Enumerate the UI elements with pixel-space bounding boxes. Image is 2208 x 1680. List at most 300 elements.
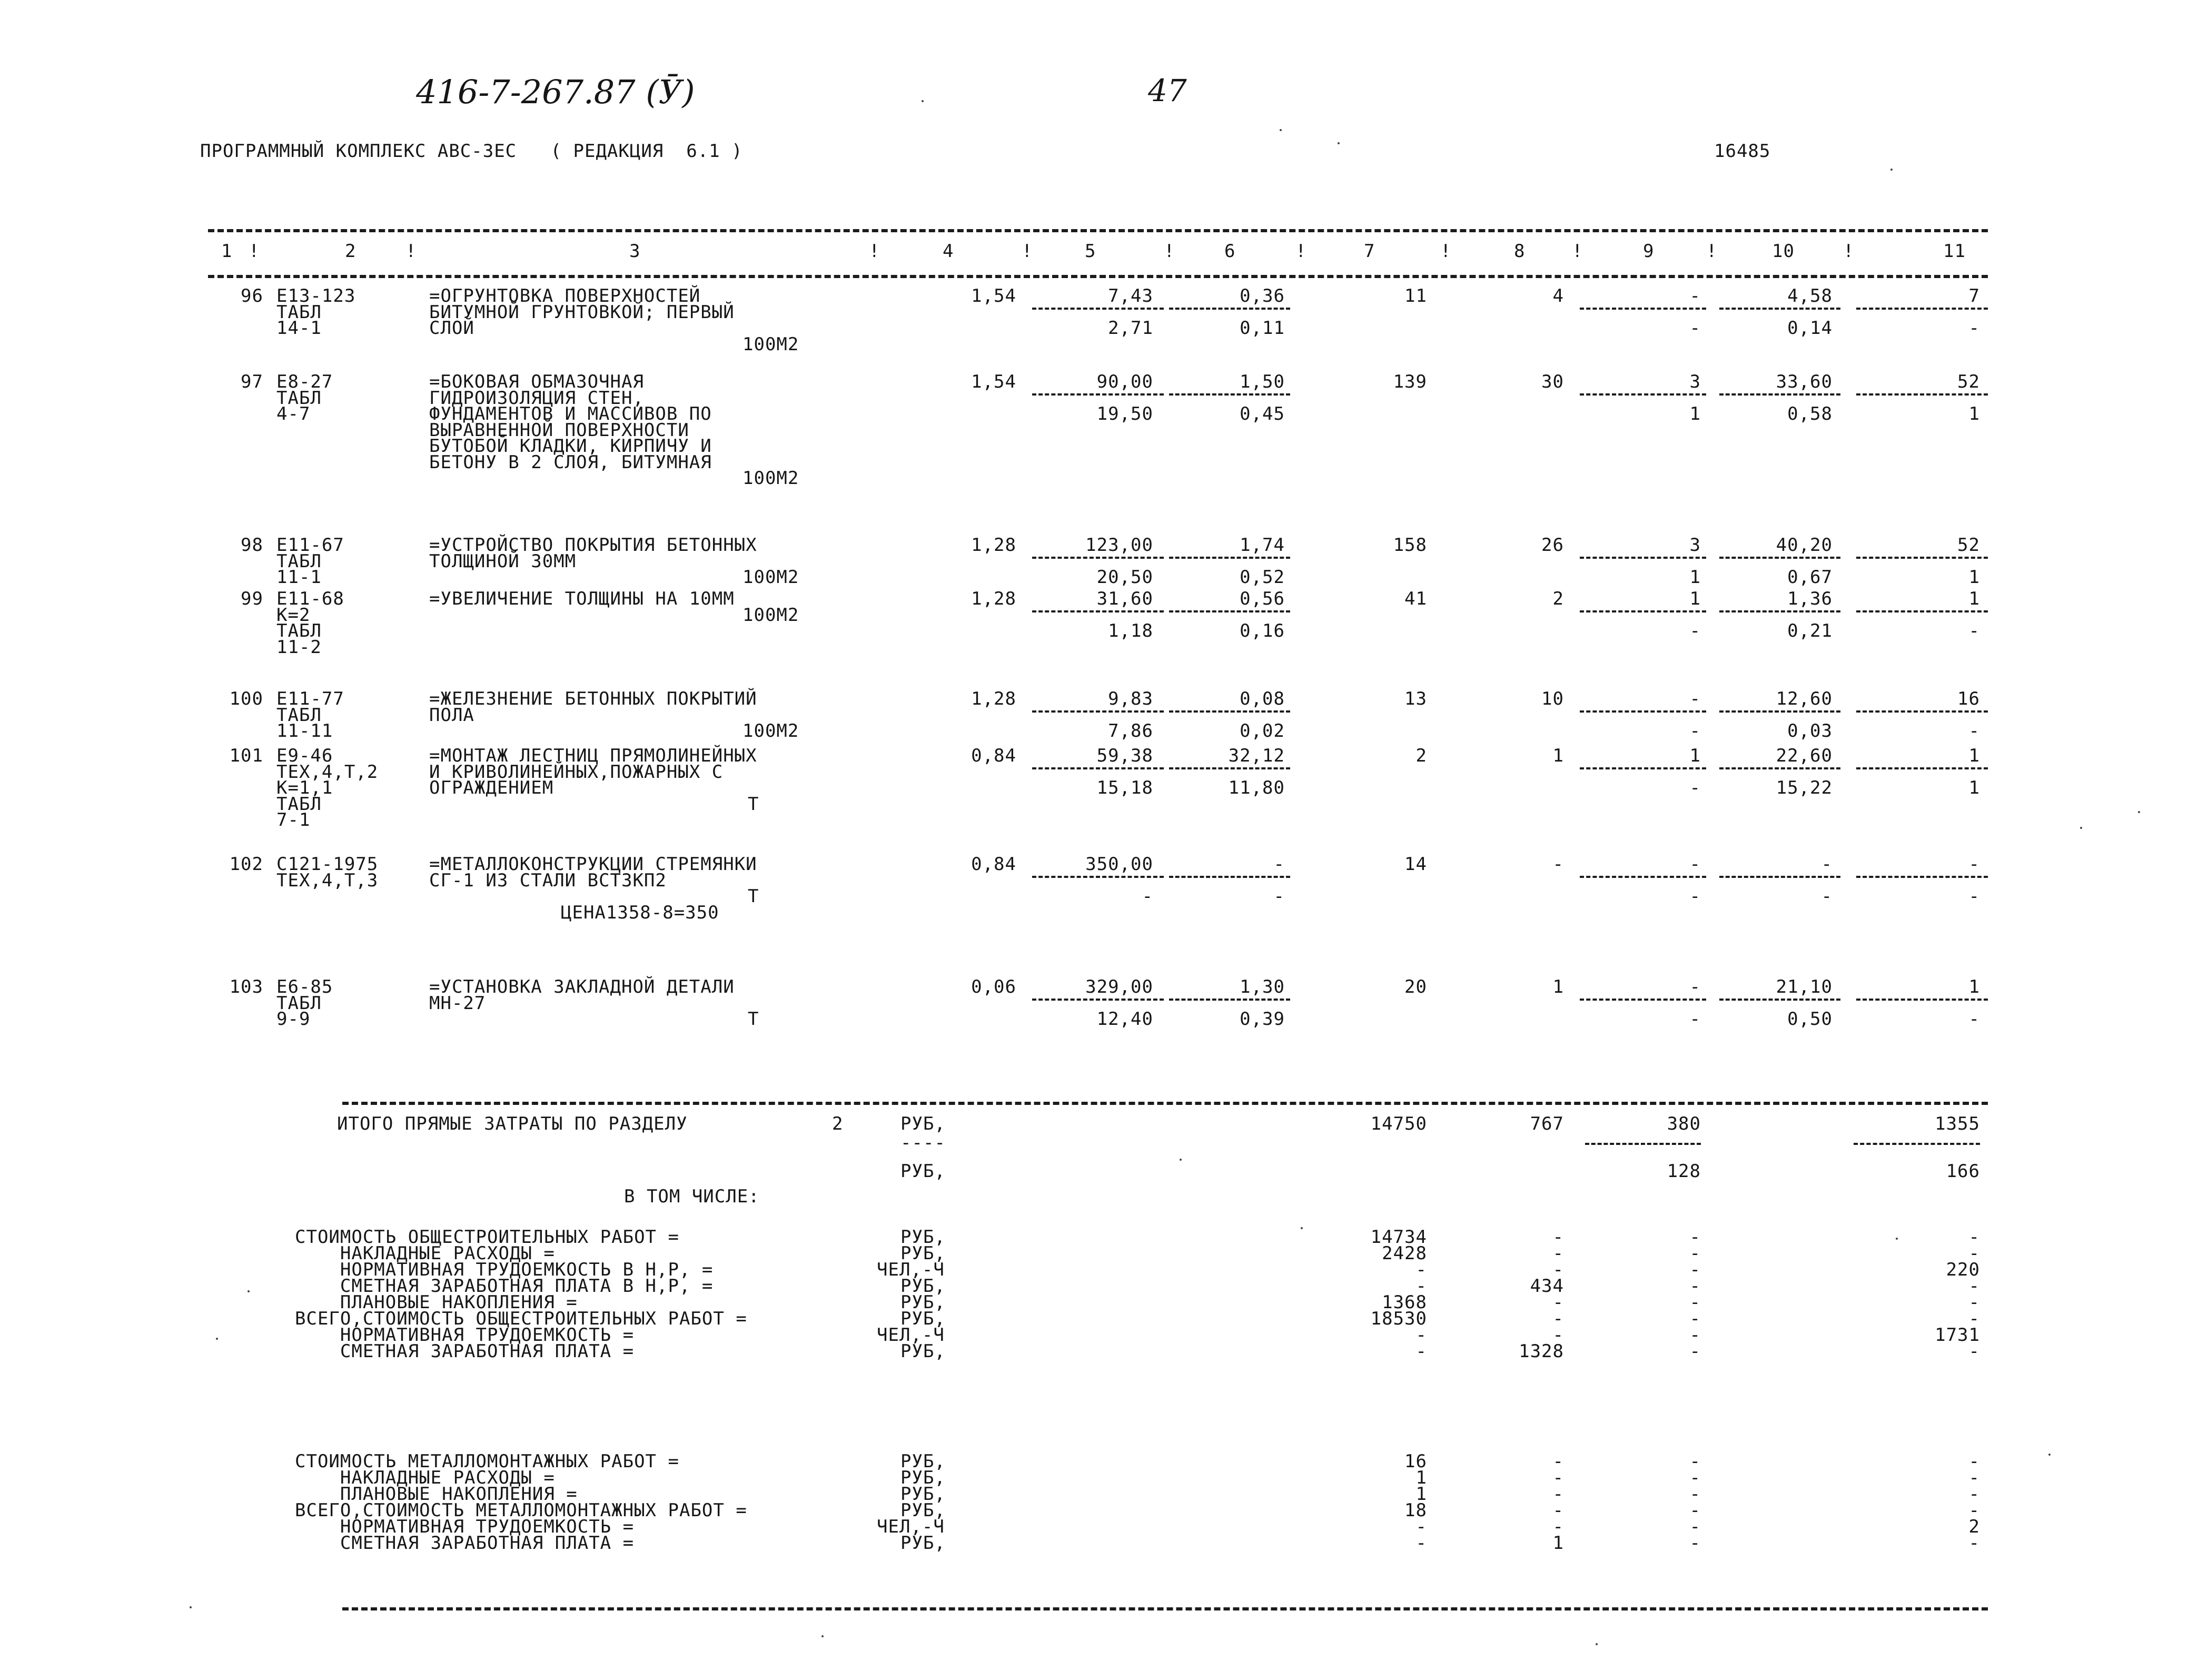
cell-col3: =МОНТАЖ ЛЕСТНИЦ ПРЯМОЛИНЕЙНЫХ [429, 745, 757, 766]
scan-speck [2048, 1454, 2051, 1456]
cell-col3: СГ-1 ИЗ СТАЛИ ВСТ3КП2 [429, 869, 667, 891]
value-separator [1856, 308, 1988, 310]
summary-col8: - [1552, 1292, 1564, 1313]
summary-label: СМЕТНАЯ ЗАРАБОТНАЯ ПЛАТА = [295, 1341, 635, 1362]
scan-speck [922, 100, 924, 102]
column-separator: ! [1022, 241, 1033, 262]
cell-col2: 11-2 [276, 636, 322, 658]
summary-col7: 2428 [1382, 1243, 1427, 1264]
summary-col11: 1731 [1935, 1325, 1980, 1346]
cell-col10: 15,22 [1776, 777, 1833, 798]
summary-col9: - [1689, 1484, 1701, 1505]
cell-col3: БИТУМНОЙ ГРУНТОВКОЙ; ПЕРВЫЙ [429, 301, 735, 323]
cell-col6: 0,52 [1240, 567, 1285, 588]
scan-speck [1338, 142, 1340, 144]
scan-speck [1890, 169, 1893, 171]
summary-col7: 14734 [1370, 1227, 1427, 1248]
summary-col11: 2 [1968, 1516, 1980, 1537]
cell-col3: =БОКОВАЯ ОБМАЗОЧНАЯ [429, 371, 644, 392]
cell-col9: - [1689, 688, 1701, 709]
cell-col9: 3 [1689, 535, 1701, 556]
column-separator: ! [1843, 241, 1855, 262]
value-separator [1856, 710, 1988, 713]
cell-col8: 30 [1541, 371, 1564, 392]
cell-col2: 11-11 [276, 720, 333, 742]
summary-unit: РУБ, [900, 1451, 946, 1472]
cell-col2: 4-7 [276, 403, 311, 424]
cell-col4: 1,28 [971, 535, 1016, 556]
summary-col9: - [1689, 1227, 1701, 1248]
cell-col8: 2 [1552, 588, 1564, 609]
totals-unit-2: РУБ, [900, 1161, 946, 1182]
cell-col4: 0,06 [971, 976, 1016, 997]
cell-col1: 103 [229, 976, 263, 997]
summary-col8: - [1552, 1451, 1564, 1472]
summary-col9: - [1689, 1451, 1701, 1472]
cell-col2: Е13-123 [276, 285, 356, 307]
summary-col8: 1 [1552, 1533, 1564, 1554]
cell-col3: =ЖЕЛЕЗНЕНИЕ БЕТОННЫХ ПОКРЫТИЙ [429, 688, 757, 709]
cell-col10: - [1821, 886, 1833, 907]
value-separator [1169, 876, 1290, 878]
summary-label: ВСЕГО,СТОИМОСТЬ ОБЩЕСТРОИТЕЛЬНЫХ РАБОТ = [295, 1308, 747, 1329]
summary-col7: 1368 [1382, 1292, 1427, 1313]
cell-col10: 21,10 [1776, 976, 1833, 997]
summary-label: СТОИМОСТЬ МЕТАЛЛОМОНТАЖНЫХ РАБОТ = [295, 1451, 679, 1472]
cell-col9: 1 [1689, 567, 1701, 588]
value-separator [1169, 999, 1290, 1001]
cell-col7: 14 [1404, 854, 1427, 875]
cell-col11: 1 [1968, 745, 1980, 766]
value-separator [1719, 610, 1840, 612]
value-separator [1032, 767, 1164, 769]
cell-col9: - [1689, 1009, 1701, 1030]
cell-col3: =МЕТАЛЛОКОНСТРУКЦИИ СТРЕМЯНКИ [429, 854, 757, 875]
summary-col9: - [1689, 1500, 1701, 1521]
summary-col11: - [1968, 1500, 1980, 1521]
cell-col5: 350,00 [1085, 854, 1153, 875]
summary-col9: - [1689, 1516, 1701, 1537]
cell-col10: 0,03 [1787, 720, 1833, 742]
cell-col6: 0,16 [1240, 620, 1285, 641]
scan-speck [190, 1606, 192, 1608]
table-bottom-border [342, 1607, 1988, 1610]
scan-speck [821, 1635, 824, 1637]
cell-col3: ОГРАЖДЕНИЕМ [429, 777, 554, 798]
cell-col11: 52 [1957, 371, 1980, 392]
value-separator [1856, 767, 1988, 769]
totals-c9: 380 [1667, 1113, 1701, 1134]
document-number: 416-7-267.87 (Ӯ) [416, 73, 695, 111]
cell-col8: 10 [1541, 688, 1564, 709]
value-separator [1580, 308, 1706, 310]
cell-col3: ВЫРАВНЕННОЙ ПОВЕРХНОСТИ [429, 419, 689, 441]
summary-col11: - [1968, 1533, 1980, 1554]
value-separator [1032, 308, 1164, 310]
column-header-5: 5 [1085, 241, 1096, 262]
cell-col3: ГИДРОИЗОЛЯЦИЯ СТЕН, [429, 387, 644, 409]
cell-col3: Т [748, 793, 759, 815]
cell-col8: 4 [1552, 285, 1564, 307]
summary-col9: - [1689, 1533, 1701, 1554]
totals-label: ИТОГО ПРЯМЫЕ ЗАТРАТЫ ПО РАЗДЕЛУ [337, 1113, 688, 1134]
cell-col9: 1 [1689, 588, 1701, 609]
value-separator [1032, 393, 1164, 396]
cell-col11: 7 [1968, 285, 1980, 307]
summary-col7: 18530 [1370, 1308, 1427, 1329]
cell-col2: ТАБЛ [276, 793, 322, 815]
value-separator [1856, 999, 1988, 1001]
column-separator: ! [869, 241, 880, 262]
cell-col9: - [1689, 854, 1701, 875]
cell-col2: Е9-46 [276, 745, 333, 766]
summary-unit: РУБ, [900, 1500, 946, 1521]
summary-col7: - [1415, 1259, 1427, 1280]
summary-label: НАКЛАДНЫЕ РАСХОДЫ = [295, 1467, 555, 1488]
cell-col5: 31,60 [1096, 588, 1153, 609]
cell-col5: 1,18 [1108, 620, 1153, 641]
cell-col11: - [1968, 1009, 1980, 1030]
cell-col3: БУТОБОЙ КЛАДКИ, КИРПИЧУ И [429, 436, 712, 457]
summary-col9: - [1689, 1341, 1701, 1362]
scan-speck [2138, 811, 2140, 813]
summary-unit: РУБ, [900, 1533, 946, 1554]
cell-col7: 158 [1393, 535, 1427, 556]
cell-col6: 0,02 [1240, 720, 1285, 742]
cell-col3: =УВЕЛИЧЕНИЕ ТОЛЩИНЫ НА 10ММ [429, 588, 735, 609]
summary-col7: 16 [1404, 1451, 1427, 1472]
summary-col11: - [1968, 1451, 1980, 1472]
value-separator [1719, 767, 1840, 769]
column-separator: ! [1164, 241, 1175, 262]
cell-col5: 123,00 [1085, 535, 1153, 556]
cell-col6: - [1273, 854, 1285, 875]
cell-col6: 0,39 [1240, 1009, 1285, 1030]
cell-col2: ТАБЛ [276, 301, 322, 323]
summary-col8: - [1552, 1484, 1564, 1505]
totals-unit: РУБ, [900, 1113, 946, 1134]
summary-col11: - [1968, 1276, 1980, 1297]
summary-col9: - [1689, 1259, 1701, 1280]
summary-col9: - [1689, 1325, 1701, 1346]
cell-col3: 100М2 [742, 604, 799, 626]
cell-col6: 0,45 [1240, 403, 1285, 424]
value-separator [1580, 876, 1706, 878]
summary-label: СТОИМОСТЬ ОБЩЕСТРОИТЕЛЬНЫХ РАБОТ = [295, 1227, 679, 1248]
summary-unit: РУБ, [900, 1484, 946, 1505]
column-separator: ! [1572, 241, 1583, 262]
value-separator [1580, 767, 1706, 769]
cell-col11: 1 [1968, 588, 1980, 609]
cell-col2: ТАБЛ [276, 704, 322, 726]
summary-col9: - [1689, 1467, 1701, 1488]
cell-col5: 7,43 [1108, 285, 1153, 307]
column-header-8: 8 [1514, 241, 1526, 262]
column-header-6: 6 [1224, 241, 1236, 262]
cell-col10: 4,58 [1787, 285, 1833, 307]
summary-col7: - [1415, 1533, 1427, 1554]
cell-col7: 41 [1404, 588, 1427, 609]
cell-col9: - [1689, 720, 1701, 742]
cell-col1: 98 [241, 535, 263, 556]
value-separator [1169, 610, 1290, 612]
value-separator [1580, 710, 1706, 713]
cell-col2: ТАБЛ [276, 550, 322, 572]
column-header-11: 11 [1943, 241, 1966, 262]
summary-unit: РУБ, [900, 1341, 946, 1362]
value-separator [1580, 393, 1706, 396]
cell-col3: МН-27 [429, 992, 486, 1014]
cell-col7: 139 [1393, 371, 1427, 392]
totals-c8: 767 [1530, 1113, 1564, 1134]
summary-label: НОРМАТИВНАЯ ТРУДОЕМКОСТЬ В Н,Р, = [295, 1259, 714, 1280]
column-header-3: 3 [629, 241, 641, 262]
cell-col11: 1 [1968, 976, 1980, 997]
cell-col9: - [1689, 285, 1701, 307]
cell-col4: 1,54 [971, 285, 1016, 307]
cell-col11: - [1968, 318, 1980, 339]
summary-col7: - [1415, 1325, 1427, 1346]
summary-col8: - [1552, 1516, 1564, 1537]
cell-col5: - [1142, 886, 1153, 907]
summary-unit: ЧЕЛ,-Ч [877, 1325, 945, 1346]
value-separator [1169, 767, 1290, 769]
summary-col11: - [1968, 1341, 1980, 1362]
cell-col4: 0,84 [971, 854, 1016, 875]
scan-speck [216, 1338, 218, 1340]
summary-label: ПЛАНОВЫЕ НАКОПЛЕНИЯ = [295, 1292, 578, 1313]
cell-col1: 101 [229, 745, 263, 766]
cell-col11: 1 [1968, 777, 1980, 798]
value-separator [1719, 876, 1840, 878]
cell-col2: 11-1 [276, 567, 322, 588]
summary-label: СМЕТНАЯ ЗАРАБОТНАЯ ПЛАТА = [295, 1533, 635, 1554]
cell-col5: 59,38 [1096, 745, 1153, 766]
cell-col2: К=2 [276, 604, 311, 626]
summary-col11: 220 [1946, 1259, 1980, 1280]
cell-col6: 0,36 [1240, 285, 1285, 307]
value-separator [1856, 610, 1988, 612]
summary-col7: - [1415, 1516, 1427, 1537]
summary-col8: - [1552, 1227, 1564, 1248]
summary-unit: РУБ, [900, 1243, 946, 1264]
cell-col10: 22,60 [1776, 745, 1833, 766]
summary-col9: - [1689, 1276, 1701, 1297]
summary-unit: РУБ, [900, 1308, 946, 1329]
summary-label: СМЕТНАЯ ЗАРАБОТНАЯ ПЛАТА В Н,Р, = [295, 1276, 714, 1297]
summary-col8: - [1552, 1259, 1564, 1280]
cell-col5: 90,00 [1096, 371, 1153, 392]
cell-col10: 1,36 [1787, 588, 1833, 609]
column-header-7: 7 [1364, 241, 1375, 262]
cell-col1: 100 [229, 688, 263, 709]
summary-col8: 434 [1530, 1276, 1564, 1297]
cell-col11: - [1968, 720, 1980, 742]
cell-col5: 20,50 [1096, 567, 1153, 588]
cell-col6: - [1273, 886, 1285, 907]
totals-c9-2: 128 [1667, 1161, 1701, 1182]
totals-c11-2: 166 [1946, 1161, 1980, 1182]
cell-col9: - [1689, 777, 1701, 798]
cell-col2: ТЕХ,4,Т,3 [276, 869, 379, 891]
summary-col8: - [1552, 1243, 1564, 1264]
cell-col9: - [1689, 886, 1701, 907]
cell-col2: Е6-85 [276, 976, 333, 997]
table-rows-bottom-border [342, 1102, 1988, 1105]
cell-col3: Т [748, 1009, 759, 1030]
value-separator [1032, 557, 1164, 559]
summary-col8: - [1552, 1500, 1564, 1521]
value-separator [1856, 557, 1988, 559]
column-header-10: 10 [1772, 241, 1795, 262]
summary-col11: - [1968, 1243, 1980, 1264]
totals-section: 2 [832, 1113, 844, 1134]
program-header: ПРОГРАММНЫЙ КОМПЛЕКС АВС-3ЕС ( РЕДАКЦИЯ 6.1 ) [200, 141, 743, 162]
cell-col10: - [1821, 854, 1833, 875]
cell-col9: - [1689, 976, 1701, 997]
value-separator [1719, 393, 1840, 396]
cell-col8: 1 [1552, 745, 1564, 766]
cell-col9: 1 [1689, 745, 1701, 766]
cell-col6: 11,80 [1228, 777, 1285, 798]
summary-col11: - [1968, 1227, 1980, 1248]
totals-c9-underline [1585, 1143, 1701, 1145]
cell-col8: 26 [1541, 535, 1564, 556]
cell-col2: ТАБЛ [276, 387, 322, 409]
cell-col3: 100М2 [742, 567, 799, 588]
scan-speck [1301, 1227, 1303, 1229]
cell-col10: 0,14 [1787, 318, 1833, 339]
cell-col9: 3 [1689, 371, 1701, 392]
summary-unit: РУБ, [900, 1467, 946, 1488]
summary-col9: - [1689, 1292, 1701, 1313]
summary-col7: 1 [1415, 1467, 1427, 1488]
column-header-9: 9 [1643, 241, 1655, 262]
column-header-4: 4 [943, 241, 954, 262]
cell-col2: Е11-67 [276, 535, 344, 556]
value-separator [1856, 393, 1988, 396]
summary-col11: - [1968, 1484, 1980, 1505]
column-separator: ! [405, 241, 417, 262]
cell-col11: - [1968, 886, 1980, 907]
cell-col2: 7-1 [276, 809, 311, 831]
column-header-1: 1 [221, 241, 233, 262]
value-separator [1856, 876, 1988, 878]
value-separator [1580, 557, 1706, 559]
cell-col9: - [1689, 318, 1701, 339]
value-separator [1719, 557, 1840, 559]
cell-col2: ТАБЛ [276, 992, 322, 1014]
cell-col7: 20 [1404, 976, 1427, 997]
cell-col3: ТОЛЩИНОЙ 30ММ [429, 550, 577, 572]
cell-col10: 0,58 [1787, 403, 1833, 424]
cell-col11: - [1968, 620, 1980, 641]
cell-col3: ПОЛА [429, 704, 474, 726]
summary-unit: РУБ, [900, 1292, 946, 1313]
scan-speck [1180, 1159, 1182, 1161]
cell-col10: 33,60 [1776, 371, 1833, 392]
cell-col3: БЕТОНУ В 2 СЛОЯ, БИТУМНАЯ [429, 451, 712, 473]
cell-col5: 15,18 [1096, 777, 1153, 798]
cell-col2: Е8-27 [276, 371, 333, 392]
value-separator [1032, 710, 1164, 713]
cell-col6: 1,74 [1240, 535, 1285, 556]
summary-col7: - [1415, 1276, 1427, 1297]
summary-col9: - [1689, 1308, 1701, 1329]
summary-col8: - [1552, 1467, 1564, 1488]
summary-col8: - [1552, 1308, 1564, 1329]
column-separator: ! [1295, 241, 1307, 262]
cell-col9: 1 [1689, 403, 1701, 424]
including-label: В ТОМ ЧИСЛЕ: [624, 1186, 760, 1207]
summary-label: НОРМАТИВНАЯ ТРУДОЕМКОСТЬ = [295, 1325, 635, 1346]
cell-col3: 100М2 [742, 468, 799, 489]
cell-col8: 1 [1552, 976, 1564, 997]
cell-col10: 12,60 [1776, 688, 1833, 709]
column-separator: ! [1440, 241, 1452, 262]
scan-speck [1596, 1643, 1598, 1645]
summary-col11: - [1968, 1292, 1980, 1313]
summary-col11: - [1968, 1467, 1980, 1488]
cell-col10: 0,50 [1787, 1009, 1833, 1030]
summary-unit: РУБ, [900, 1227, 946, 1248]
cell-col2: К=1,1 [276, 777, 333, 798]
summary-col7: - [1415, 1341, 1427, 1362]
value-separator [1032, 999, 1164, 1001]
scan-speck [247, 1290, 250, 1292]
summary-col7: 18 [1404, 1500, 1427, 1521]
document-code: 16485 [1714, 141, 1771, 162]
value-separator [1719, 308, 1840, 310]
value-separator [1169, 557, 1290, 559]
cell-col7: 13 [1404, 688, 1427, 709]
summary-unit: РУБ, [900, 1276, 946, 1297]
page-number: 47 [1148, 73, 1187, 108]
cell-col1: 97 [241, 371, 263, 392]
cell-col7: 2 [1415, 745, 1427, 766]
cell-col7: 11 [1404, 285, 1427, 307]
value-separator [1719, 710, 1840, 713]
cell-col9: - [1689, 620, 1701, 641]
cell-col10: 0,21 [1787, 620, 1833, 641]
cell-col3: =УСТРОЙСТВО ПОКРЫТИЯ БЕТОННЫХ [429, 535, 757, 556]
cell-col5: 9,83 [1108, 688, 1153, 709]
cell-col5: 19,50 [1096, 403, 1153, 424]
cell-col6: 0,08 [1240, 688, 1285, 709]
totals-c11-underline [1854, 1143, 1980, 1145]
cell-col1: 96 [241, 285, 263, 307]
cell-col6: 32,12 [1228, 745, 1285, 766]
cell-col11: 52 [1957, 535, 1980, 556]
cell-col11: 1 [1968, 567, 1980, 588]
cell-col10: 40,20 [1776, 535, 1833, 556]
value-separator [1169, 308, 1290, 310]
cell-col5: 12,40 [1096, 1009, 1153, 1030]
cell-col5: 2,71 [1108, 318, 1153, 339]
cell-col3: И КРИВОЛИНЕЙНЫХ,ПОЖАРНЫХ С [429, 761, 724, 783]
summary-label: НАКЛАДНЫЕ РАСХОДЫ = [295, 1243, 555, 1264]
cell-col2: Е11-77 [276, 688, 344, 709]
totals-unit-underline: ---- [900, 1132, 946, 1153]
value-separator [1032, 876, 1164, 878]
summary-label: ПЛАНОВЫЕ НАКОПЛЕНИЯ = [295, 1484, 578, 1505]
summary-label: ВСЕГО,СТОИМОСТЬ МЕТАЛЛОМОНТАЖНЫХ РАБОТ = [295, 1500, 747, 1521]
cell-col3: 100М2 [742, 333, 799, 355]
cell-col3: =ОГРУНТОВКА ПОВЕРХНОСТЕЙ [429, 285, 701, 307]
summary-label: НОРМАТИВНАЯ ТРУДОЕМКОСТЬ = [295, 1516, 635, 1537]
totals-c7: 14750 [1370, 1113, 1427, 1134]
cell-col3: 100М2 [742, 720, 799, 742]
